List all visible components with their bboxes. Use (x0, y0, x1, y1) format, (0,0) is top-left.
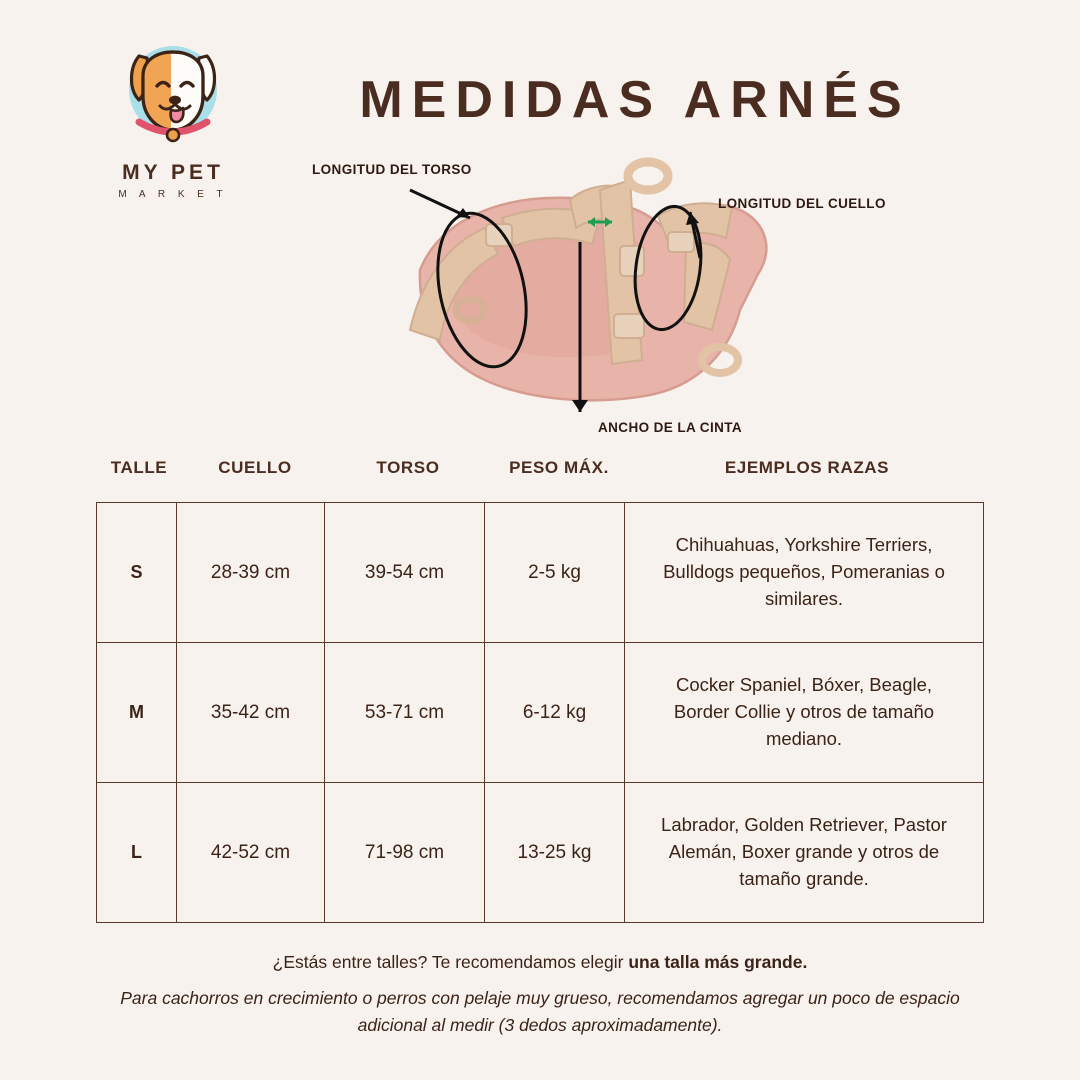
annotation-torso-label: LONGITUD DEL TORSO (312, 162, 472, 177)
size-table (96, 502, 984, 923)
cell-weight: 6-12 kg (485, 643, 625, 783)
brand-name: MY PET (122, 161, 224, 184)
table-row (97, 643, 984, 783)
harness-illustration (270, 150, 1010, 450)
footer-notes (96, 952, 984, 1039)
cell-breeds: Labrador, Golden Retriever, Pastor Alemán, Boxer grande y otros de tamaño grande. (625, 783, 984, 923)
table-row (97, 503, 984, 643)
table-row (97, 783, 984, 923)
cell-torso: 39-54 cm (325, 503, 485, 643)
brand-subtitle: M A R K E T (118, 189, 228, 200)
footer-recommendation-prefix: ¿Estás entre talles? Te recomendamos elegir (272, 952, 629, 972)
column-header-razas: EJEMPLOS RAZAS (724, 458, 890, 477)
cell-weight: 2-5 kg (485, 503, 625, 643)
cell-breeds: Chihuahuas, Yorkshire Terriers, Bulldogs pequeños, Pomeranias o similares. (625, 503, 984, 643)
cell-neck: 28-39 cm (177, 503, 325, 643)
dog-face-logo-icon (113, 38, 233, 153)
cell-neck: 35-42 cm (177, 643, 325, 783)
cell-weight: 13-25 kg (485, 783, 625, 923)
brand-logo (78, 38, 268, 200)
page-title: MEDIDAS ARNÉS (359, 71, 911, 129)
footer-recommendation-emphasis: una talla más grande. (628, 952, 808, 972)
cell-breeds: Cocker Spaniel, Bóxer, Beagle, Border Collie y otros de tamaño mediano. (625, 643, 984, 783)
annotation-strap-width-label: ANCHO DE LA CINTA (598, 420, 743, 435)
column-header-peso: PESO MÁX. (509, 458, 609, 477)
cell-size: M (97, 643, 177, 783)
footer-puppy-note: Para cachorros en crecimiento o perros con pelaje muy grueso, recomendamos agregar un poco de espacio adicional al medir (3 dedos aproximadamente). (120, 988, 960, 1036)
cell-torso: 71-98 cm (325, 783, 485, 923)
cell-size: S (97, 503, 177, 643)
size-table-header (96, 458, 984, 478)
harness-diagram-svg (270, 150, 1010, 450)
cell-torso: 53-71 cm (325, 643, 485, 783)
column-header-torso: TORSO (376, 458, 440, 477)
annotation-neck-label: LONGITUD DEL CUELLO (718, 196, 886, 211)
cell-size: L (97, 783, 177, 923)
pink-dog-harness-photo (410, 162, 766, 400)
column-header-cuello: CUELLO (218, 458, 292, 477)
cell-neck: 42-52 cm (177, 783, 325, 923)
column-header-talle: TALLE (110, 458, 168, 477)
footer-recommendation (96, 952, 984, 973)
